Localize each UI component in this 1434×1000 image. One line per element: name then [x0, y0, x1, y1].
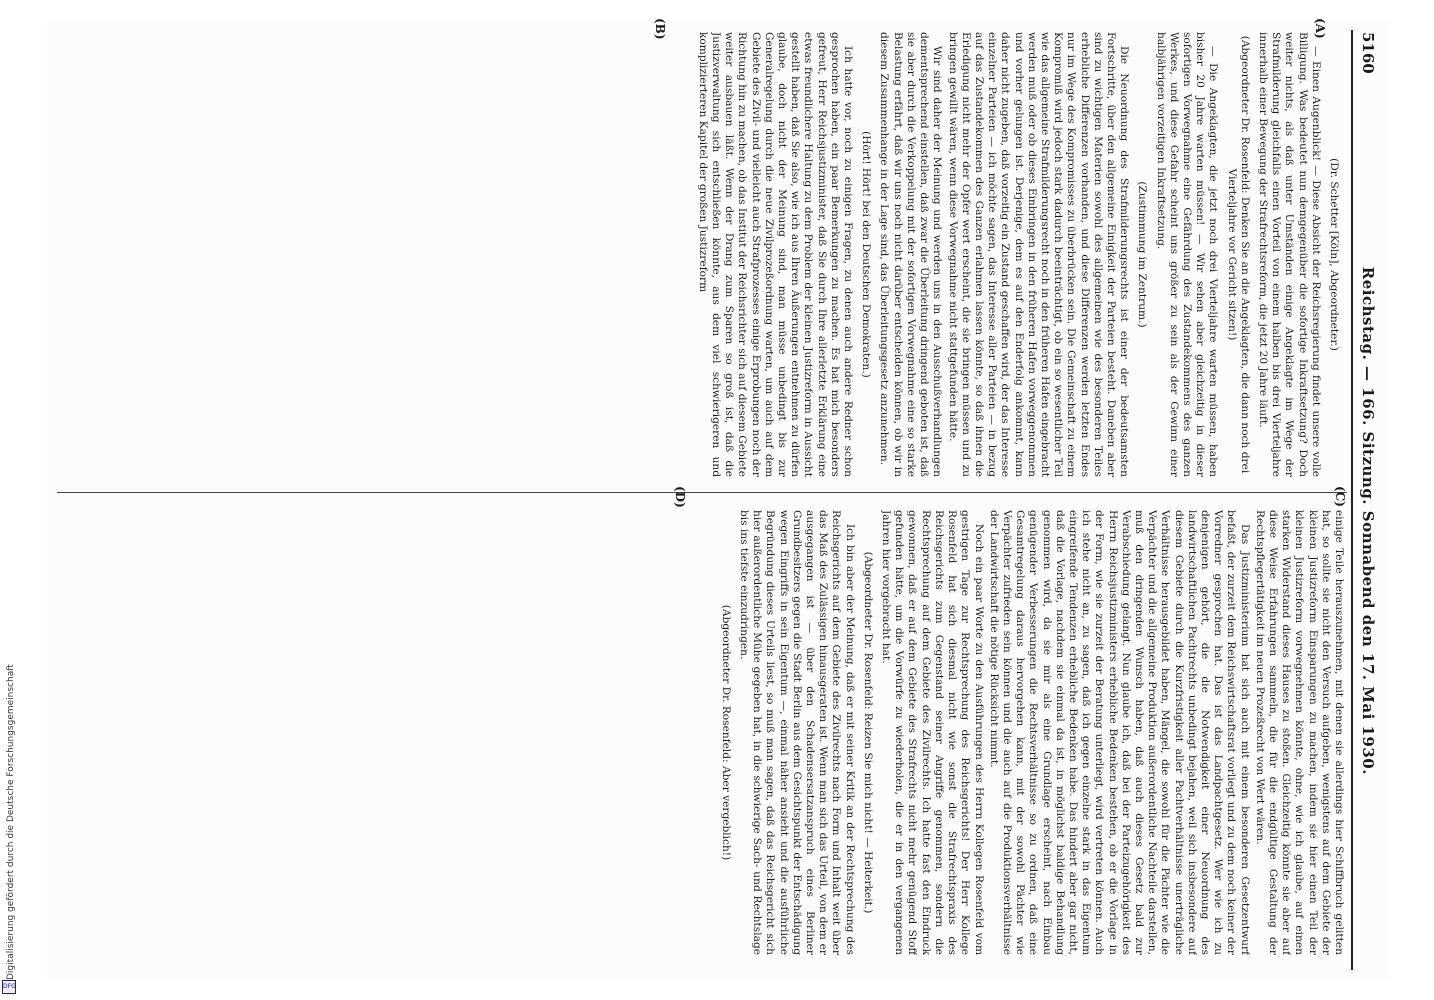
dfg-logo-icon: DFG [2, 980, 16, 994]
paragraph: Ich hatte vor, noch zu einigen Fragen, zu denen auch andere Redner schon gesprochen haben, ein paar Bemerkungen zu machen. Es hat mich besonders gefreut, Herr Reichsjustizminister, daß Sie durch Ihre allerletzte Erklärung eine etwas freundlichere Haltung zu dem Problem der kleinen Justizreform in Aussicht gestellt haben, daß Sie also, wie ich aus Ihren Äußerungen entnehmen zu dürfen glaube, doch nicht der Meinung sind, man müsse unbedingt bis zur Generalregelung durch die neue Zivilprozeßordnung warten, um auch auf dem Gebiete des Zivil- und vielleicht auch Strafprozesses einige Erprobungen noch der Richtung hin zu machen, ob das Institut der Reichsrichter sich auf diesem Gebiete weiter ausbauen läßt. Wenn der Drang zum Sparen so groß ist, daß die Justizverwaltung sich entschließen könnte, aus dem viel schwierigeren und komplizierteren Kapitel der großen Justizreform [696, 32, 855, 477]
document-sheet [47, 20, 1387, 980]
page-header [1355, 32, 1381, 968]
paragraph: — Die Angeklagten, die jetzt noch drei Vierteljahre warten müssen, haben bisher 20 Jahre warten müssen! — Wir sehen aber gleichzeitig in dieser sofortigen Vorwegnahme eine Gefährdung des Zustandekommens des ganzen Werkes, und diese Gefahr scheint uns größer zu sein als der Gewinn einer halbjährigen vorzeitigen Inkraftsetzung. [1154, 32, 1220, 477]
paragraph: Die Neuordnung des Strafmilderungsrechts ist einer der bedeutsamsten Fortschritte, über den allgemeine Einigkeit der Parteien besteht. Daneben aber sind zu wichtigen Materien sowohl des allgemeinen wie des besonderen Teiles erhebliche Differenzen vorhanden, und diese Differenzen werden letzten Endes nur im Wege des Kompromisses zu überbrücken sein. Die Gemeinschaft zu einem Kompromiß wird jedoch stark dadurch beeinträchtigt, ob ein so wesentlicher Teil wie das allgemeine Strafmilderungsrecht noch in den früheren Hafen eingebracht werden muß oder ob dieses Einbringen in den früheren Hafen vorweggenommen und vorher gelungen ist. Derjenige, dem es auf den Enderfolg ankommt, kann daher nicht zugeben, daß vorzeitig ein Zustand geschaffen wird, der das Interesse einzelner Parteien — ich möchte sagen, das Interesse aller Parteien — in bezug auf das Zustandekommen des Ganzen erlahmen lassen könnte, so daß ihnen die Erledigung nicht mehr der Opfer wert erscheint, die sie bringen müssen und zu bringen gewillt wären, wenn diese Vorwegnahme nicht stattgefunden hätte. [946, 32, 1131, 477]
paragraph: — Einen Augenblick! — Diese Absicht der Reichsregierung findet unsere volle Billigung. Was bedeutet nun demgegenüber die sofortige Inkraftsetzung? Doch weiter nichts, als daß unter Umständen einige Angeklagte im Wege der Strafmilderung gleichfalls einen Vorteil von einem halben bis drei Vierteljahre innerhalb einer Bewegung der Strafrechtsreform, die jetzt 20 Jahre läuft. [1256, 32, 1322, 477]
margin-marker-d: (D) [673, 486, 687, 508]
right-column [55, 510, 1345, 955]
interjection: (Abgeordneter Dr. Rosenfeld: Denken Sie an die Angeklagten, die dann noch drei Vierteljahre vor Gericht sitzen!) [1225, 35, 1251, 474]
margin-marker-a: (A) [1313, 18, 1327, 39]
paragraph: Noch ein paar Worte zu den Ausführungen des Herrn Kollegen Rosenfeld vom gestrigen Tage zur Rechtsprechung des Reichsgerichts! Der Herr Kollege Rosenfeld hat sich diesmal nicht wie sonst die Strafrechtspraxis des Reichsgerichts zum Gegenstand seiner Angriffe genommen, sondern die Rechtsprechung auf dem Gebiete des Zivilrechts. Ich hatte fast den Eindruck gewonnen, daß er auf dem Gebiete des Strafrechts nicht mehr genügend Stoff gefunden hätte, um die Vorwürfe zu wiederholen, die er in den vergangenen Jahren hier vorgebracht hat. [880, 510, 985, 955]
paragraph: Ich bin aber der Meinung, daß er mit seiner Kritik an der Rechtsprechung des Reichsgerichts auf dem Gebiete des Zivilrechts nach Form und Inhalt weit über das Maß des Zulässigen hinausgeraten ist. Wenn man sich das Urteil, von dem er ausgegangen ist — über den Schadensersatzanspruch eines Berliner Grundbesitzers gegen die Stadt Berlin aus dem Gesichtspunkt der Entschädigung wegen Eingriffs in sein Eigentum —, einmal näher ansieht und die ausführliche Begründung dieses Urteils liest, so muß man sagen, daß das Reichsgericht sich hier außerordentliche Mühe gegeben hat, in die schwierige Sach- und Rechtslage bis ins tiefste einzudringen. [738, 510, 856, 955]
paragraph: Wir sind daher der Meinung und werden uns in den Ausschußverhandlungen dementsprechend einstellen, daß zwar die Überleitung dringend geboten ist, daß sie aber durch die Verkoppelung mit der sofortigen Vorwegnahme eine so starke Belastung erfährt, daß wir uns noch nicht darüber entscheiden können, ob wir in diesem Zusammenhange in der Lage sind, das Überleitungsgesetz anzunehmen. [878, 32, 944, 477]
page-title: Reichstag. — 166. Sitzung. Sonnabend den 17. Mai 1930. [1359, 266, 1377, 775]
page-number: 5160 [1359, 32, 1377, 74]
paragraph: Das Justizministerium hat sich auch mit einem besonderen Gesetzentwurf befaßt, der zurzeit dem Reichswirtschaftsrat vorliegt und zu dem noch keiner der Vorredner gesprochen hat. Das ist das Landpachtgesetz. Wer wie ich zu denjenigen gehört, die die Notwendigkeit einer Neuordnung des landwirtschaftlichen Pachtrechts unbedingt bejahen, weil sich insbesondere auf diesem Gebiete durch die Kurzfristigkeit aller Pachtverhältnisse unerträgliche Verhältnisse herausgebildet haben, Mängel, die sowohl für die Pächter wie die Verpächter und die allgemeine Produktion außerordentliche Nachteile darstellen, muß den dringenden Wunsch haben, daß auch dieses Gesetz bald zur Verabschiedung gelangt. Nun glaube ich, daß bei der Parteizugehörigkeit des Herrn Reichsjustizministers erhebliche Bedenken bestehen, ob er die Vorlage in der Form, wie sie zurzeit der Beratung unterliegt, wird vertreten können. Auch ich stehe nicht an, zu sagen, daß ich gegen einzelne stark in das Eigentum eingreifende Tendenzen erhebliche Bedenken habe. Das hindert aber gar nicht, daß die Vorlage, nachdem sie einmal da ist, in möglichst baldige Behandlung genommen wird, da sie mir als eine Grundlage erscheint, nach Einbau genügender Verbesserungen die Rechtsverhältnisse so zu ordnen, daß eine Gesamtregelung daraus hervorgehen kann, mit der sowohl Pächter wie Verpächter zufrieden sein können und die auch auf die Produktionsverhältnisse der Landwirtschaft die nötige Rücksicht nimmt. [987, 510, 1251, 955]
interjection: (Hört! Hört! bei den Deutschen Demokraten.) [860, 131, 873, 378]
interjection: (Abgeordneter Dr. Rosenfeld: Reizen Sie mich nicht! — Heiterkeit.) [861, 551, 874, 914]
speaker-line: (Dr. Schetter [Köln], Abgeordneter.) [1328, 158, 1340, 351]
paragraph: einige Teile herauszunehmen, mit denen sie allerdings hier Schiffbruch gelitten hat, so sollte sie nicht den Versuch aufgeben, wenigstens auf dem Gebiete der kleinen Justizreform Einsparungen zu machen, indem sie hier einen Teil der kleinen Justizreform vorwegnehmen könnte, ohne, wie ich glaube, auf einen starken Widerstand dieses Hauses zu stoßen. Gleichzeitig könnte sie aber auf diese Weise Erfahrungen sammeln, die für die endgültige Gestaltung der Rechtspflegertätigkeit im neuen Prozeßrecht von Wert wären. [1253, 510, 1345, 955]
left-column [55, 32, 1345, 477]
margin-marker-b: (B) [653, 18, 667, 40]
interjection: (Abgeordneter Dr. Rosenfeld: Aber vergeblich!) [719, 604, 732, 861]
digitization-credit: Digitalisierung gefördert durch die Deutsche Forschungsgemeinschaft [6, 664, 16, 980]
header-rule [1351, 30, 1353, 970]
margin-marker-c: (C) [1333, 486, 1347, 507]
interjection: (Zustimmung im Zentrum.) [1136, 181, 1149, 328]
column-divider [57, 492, 1347, 493]
